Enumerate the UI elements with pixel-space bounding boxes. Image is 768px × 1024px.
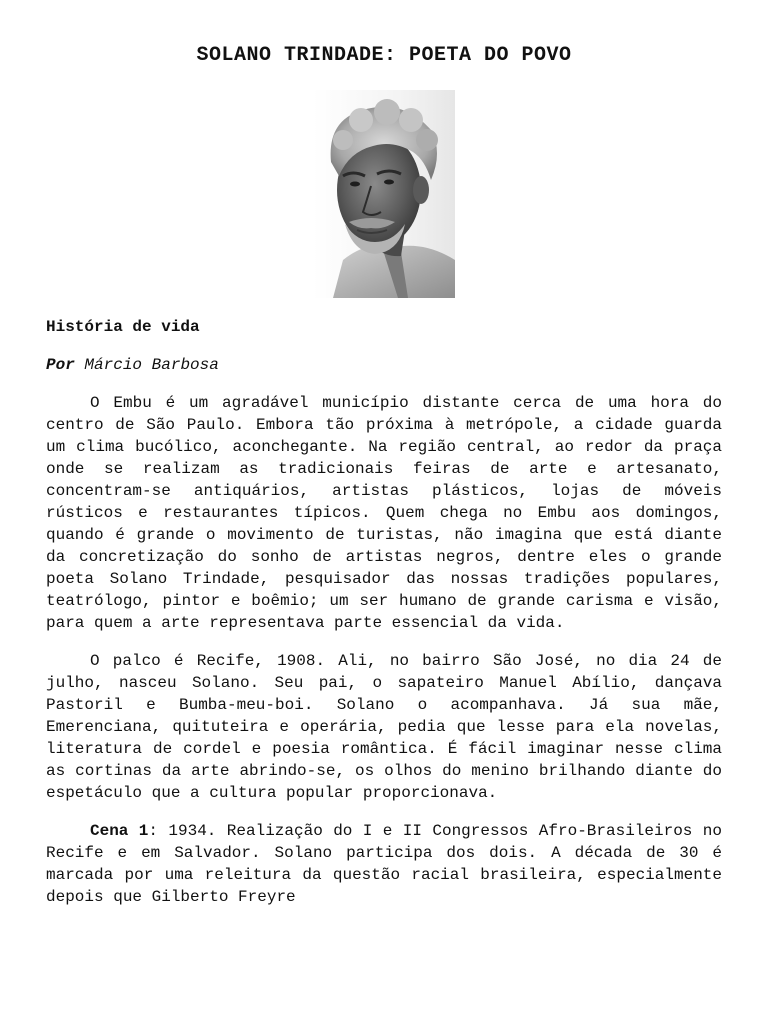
document-title: SOLANO TRINDADE: POETA DO POVO xyxy=(196,44,572,67)
byline xyxy=(46,354,722,376)
portrait-photo xyxy=(313,90,455,298)
byline-prefix: Por xyxy=(46,356,75,374)
section-heading: História de vida xyxy=(46,318,200,336)
paragraph xyxy=(46,820,722,908)
byline-author: Márcio Barbosa xyxy=(84,356,219,374)
paragraph-text: O palco é Recife, 1908. Ali, no bairro São José, no dia 24 de julho, nasceu Solano. Seu pai, o sapateiro Manuel Abílio, dançava Pastoril e Bumba-meu-boi. Solano o acompanhava. Já sua mãe, Emerenciana, quituteira e operária, pedia que lesse para ela novelas, literatura de cordel e poesia romântica. É fácil imaginar nesse clima as cortinas da arte abrindo-se, os olhos do menino brilhando diante do espetáculo que a cultura popular proporcionava. xyxy=(46,652,722,802)
paragraph-lead: Cena 1 xyxy=(90,822,149,840)
article-body xyxy=(46,316,722,908)
paragraph xyxy=(46,650,722,804)
paragraph-text: O Embu é um agradável município distante cerca de uma hora do centro de São Paulo. Embora tão próxima à metrópole, a cidade guarda um clima bucólico, aconchegante. Na região central, ao redor da praça onde se realizam as tradicionais feiras de arte e artesanato, concentram-se antiquários, artistas plásticos, lojas de móveis rústicos e restaurantes típicos. Quem chega no Embu aos domingos, quando é grande o movimento de turistas, não imagina que está diante da concretização do sonho de artistas negros, dentre eles o grande poeta Solano Trindade, pesquisador das nossas tradições populares, teatrólogo, pintor e boêmio; um ser humano de grande carisma e visão, para quem a arte representava parte essencial da vida. xyxy=(46,394,722,632)
paragraph xyxy=(46,392,722,634)
paragraph-text: : 1934. Realização do I e II Congressos Afro-Brasileiros no Recife e em Salvador. Solano participa dos dois. A década de 30 é marcada por uma releitura da questão racial brasileira, especialmente depois que Gilberto Freyre xyxy=(46,822,722,906)
